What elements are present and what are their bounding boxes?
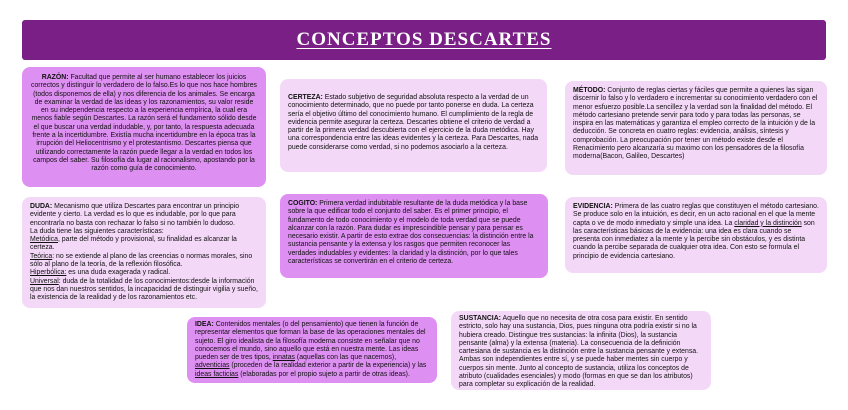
- definition-sustancia: Aquello que no necesita de otra cosa para existir. En sentido estricto, solo hay una sustancia, Dios, pues ninguna otra podría existir si no la hubiera creado. Distingue tres sustancias: la infinita (Dios), la sustancia pensante (alma) y la extensa (materia). La consecuencia de la definición cartesiana de sustancia es la distinción entre la sustancia pensante y extensa. Ambas son independientes entre sí, y se puede haber mentes sin cuerpo y cuerpos sin mente. Junto al concepto de sustancia, utiliza los conceptos de atributo (cualidades esenciales) y modo (formas en que se dan los atributos) para completar su explicación de la realidad.: [459, 315, 699, 389]
- definition-idea-a: Contenidos mentales (o del pensamiento) que tienen la función de representar elementos que forman la base de las operaciones mentales del sujeto. El giro idealista de la filosofía moderna consiste en señalar que no conocemos el mundo, sino aquello que está en nuestra mente. Las ideas pueden ser de tres tipos,: [195, 321, 426, 362]
- title-banner: [22, 20, 826, 60]
- duda-item-universal: [30, 278, 258, 303]
- idea-type-innatas: innatas: [272, 354, 295, 362]
- card-idea: [187, 317, 437, 383]
- card-sustancia: [451, 311, 711, 390]
- duda-intro: La duda tiene las siguientes características:: [30, 227, 164, 235]
- duda-item-hiperbolica: [30, 269, 258, 277]
- term-razon: RAZÓN:: [41, 74, 69, 81]
- definition-metodo: Conjunto de reglas ciertas y fáciles que permite a quienes las sigan discernir lo falso y lo verdadero e incrementar su conocimiento verdadero con el menor esfuerzo posible.La sencillez y la verdad son la finalidad del método. El método cartesiano pretende servir para todo y para todas las personas, se inspira en las matemáticas y garantiza el empleo correcto de la intuición y de la deducción. Se concreta en cuatro reglas: evidencia, análisis, síntesis y comprobación. La preocupación por tener un método existe desde el Renacimiento pero alcanzaría su maximo con los pensadores de la filosofía moderna(Bacon, Galileo, Descartes): [573, 87, 818, 161]
- duda-item-metodica: [30, 236, 258, 253]
- card-duda: [22, 197, 266, 308]
- claridad-distincion-link: claridad y la distinción: [734, 219, 802, 227]
- duda-item-teorica: [30, 253, 258, 270]
- card-certeza: [280, 79, 547, 172]
- term-evidencia: EVIDENCIA:: [573, 203, 613, 210]
- definition-evidencia-a: Primera de las cuatro reglas que constituyen el método cartesiano. Se produce solo en la intuición, es decir, en un acto racional en el que la mente capta o ve de modo inmediato y simple una idea. La: [573, 203, 819, 227]
- definition-cogito: Primera verdad indubitable resultante de la duda metódica y la base sobre la que edificar todo el conjunto del saber. Es el primer principio, el fundamento de todo conocimiento y el modelo de toda verdad que se puede alcanzar con la razón. Para dudar es imprescindible pensar y para pensar es necesario existir. A partir de esto extrae dos consecuencias: la distinción entre la sustancia pensante y la extensa y los rasgos que permiten reconocer las verdades indudables y evidentes: la claridad y la distinción, por lo que tales características se convertirán en el criterio de certeza.: [288, 200, 534, 266]
- duda-item-label: Universal: [30, 277, 59, 285]
- definition-idea-b: (aquellas con las que nacemos),: [295, 354, 397, 362]
- duda-item-text: es una duda exagerada y radical.: [66, 269, 171, 277]
- card-cogito: [280, 194, 548, 278]
- duda-item-text: : duda de la totalidad de los conocimientos:desde la información que nos dan nuestros sentidos, la incapacidad de distinguir vigilia y sueño, la existencia de la realidad y de los razonamientos etc.: [30, 277, 258, 302]
- duda-item-text: : no se extiende al plano de las creencias o normas morales, sino sólo al plano de la teoría, de la reflexión filosófica.: [30, 252, 253, 269]
- card-evidencia: [565, 197, 827, 273]
- definition-duda: Mecanismo que utiliza Descartes para encontrar un principio evidente y cierto. La verdad es lo que es indudable, por lo que para encontrarla no basta con rechazar lo falso si no también lo dudoso.: [30, 203, 240, 227]
- term-certeza: CERTEZA:: [288, 94, 323, 101]
- term-sustancia: SUSTANCIA:: [459, 315, 501, 322]
- term-metodo: MÉTODO:: [573, 87, 606, 94]
- duda-item-label: Metódica: [30, 236, 58, 244]
- idea-type-facticias: ideas facticias: [195, 370, 239, 378]
- term-cogito: COGITO:: [288, 200, 318, 207]
- card-metodo: [565, 81, 827, 175]
- definition-evidencia-b: son las características básicas de la evidencia: una idea es clara cuando se presenta con inmediatez a la mente y la percibe sin obstáculos, y es distinta cuando la percibe separada de cualquier otra idea. Con esto se formula el principio de evidencia cartesiano.: [573, 219, 815, 260]
- definition-razon: Facultad que permite al ser humano establecer los juicios correctos y distinguir lo verdadero de lo falso.Es lo que nos hace hombres (todos disponemos de ella) y nos diferencia de los animales. Se encarga de examinar la verdad de las ideas y los razonamientos, su valor reside en su independencia respecto a la experiencia empírica, la cual era menos fiable según Descartes. La razón será el fundamento sólido desde el que buscar una verdad indudable, y, por tanto, la respuesta adecuada frente a la incertidumbre. Existía mucha incertidumbre en la época tras la irrupción del Heliocentrismo y el protestantismo. Descartes piensa que utilizando correctamente la razón puede llegar a la verdad en todos los campos del saber. Su filosofía da lugar al racionalismo, apostando por la razón como guía de conocimiento.: [31, 74, 257, 173]
- duda-item-label: Hiperbólica:: [30, 269, 67, 277]
- page-title: CONCEPTOS DESCARTES: [296, 29, 552, 50]
- definition-certeza: Estado subjetivo de seguridad absoluta respecto a la verdad de un conocimiento determinado, que no puede por tanto ponerse en duda. La certeza sería el objetivo último del conocimiento humano. El cumplimiento de la regla de evidencia permite asegurar la certeza. Descartes obtiene el criterio de verdad a partir de la primera verdad descubierta con el ejercicio de la duda metódica. Hay una correspondencia entre las ideas evidentes y la certeza. Para Descartes, nada puede considerarse como verdad, si no podemos asociarlo a la certeza.: [288, 94, 539, 151]
- card-razon: [22, 67, 266, 187]
- definition-idea-d: (elaboradas por el propio sujeto a partir de otras ideas).: [238, 370, 410, 378]
- duda-item-text: , parte del método y provisional, su finalidad es alcanzar la certeza.: [30, 236, 237, 252]
- definition-idea-c: (proceden de la realidad exterior a partir de la experiencia) y las: [229, 362, 427, 370]
- term-idea: IDEA:: [195, 321, 214, 328]
- term-duda: DUDA:: [30, 203, 53, 210]
- duda-item-label: Teórica: [30, 252, 53, 260]
- idea-type-adventicias: adventicias: [195, 362, 230, 370]
